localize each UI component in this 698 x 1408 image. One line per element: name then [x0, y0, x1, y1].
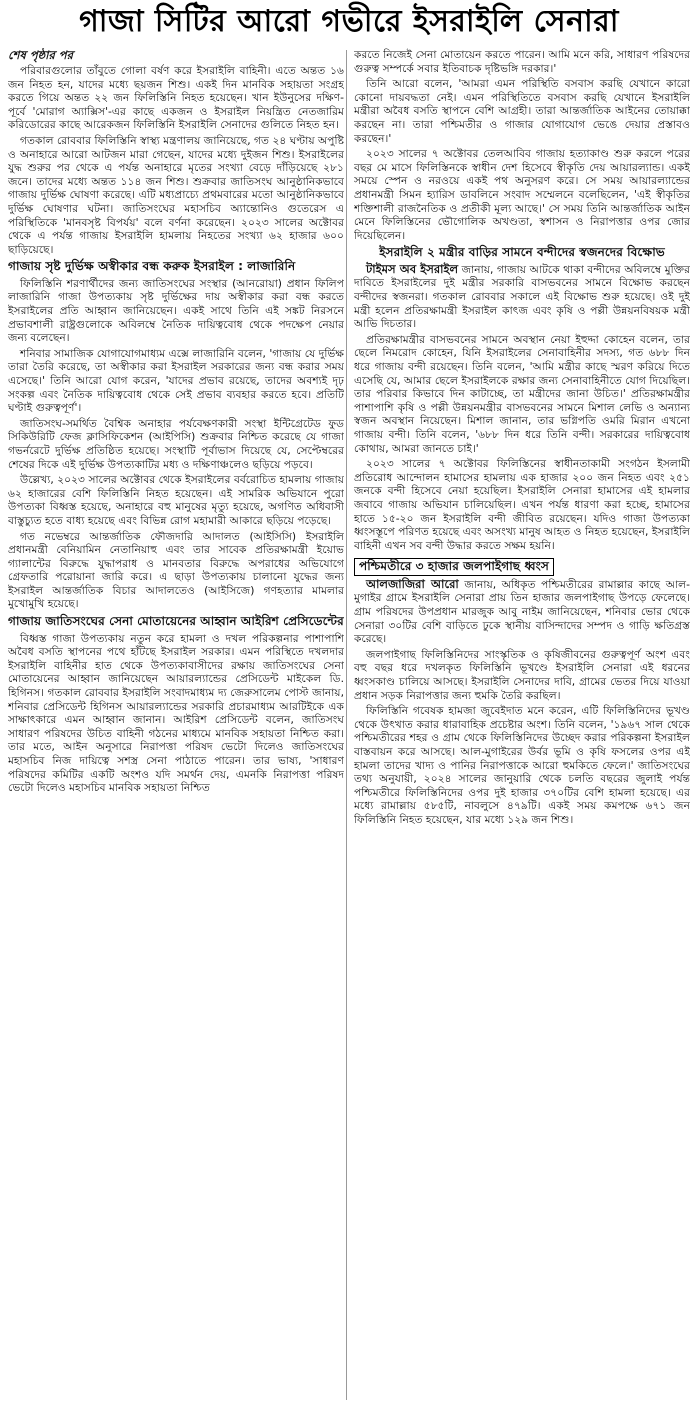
paragraph: জাতিসংঘ-সমর্থিত বৈশ্বিক অনাহার পর্যবেক্ষণকারী সংস্থা ইন্টিগ্রেটেড ফুড সিকিউরিটি ফেজ ক্লাসিফিকেশন (আইপিসি) শুক্রবার নিশ্চিত করেছে যে গাজা গভর্নরেটে দুর্ভিক্ষ প্রতিষ্ঠিত হয়েছে। সংস্থাটি পূর্বাভাস দিয়েছে যে, সেপ্টেম্বরের শেষের দিকে এই দুর্ভিক্ষ উপত্যকাটির মধ্য ও দক্ষিণাঞ্চলেও ছড়িয়ে পড়বে। — [8, 416, 344, 471]
paragraph: ২০২৩ সালের ৭ অক্টোবর ফিলিস্তিনের স্বাধীনতাকামী সংগঠন ইসলামী প্রতিরোধ আন্দোলন হামাসের হামলায় এক হাজার ২০০ জন নিহত এবং ২৫১ জনকে বন্দী হিসেবে নেয়া হয়েছিল। ইসরাইলি সেনারা হামাসের এই হামলার জবাবে গাজায় অভিযান চালিয়েছিল। এখন পর্যন্ত ধারণা করা হচ্ছে, হামাসের হাতে ১৫-২০ জন ইসরাইলি বন্দী জীবিত রয়েছেন। যদিও গাজা উপত্যকা ধ্বংসস্তূপে পরিণত হয়েছে এবং অসংখ্য মানুষ আহত ও নিহত হয়েছেন, ইসরাইলি বাহিনী এখন সব বন্দী উদ্ধার করতে সক্ষম হয়নি। — [354, 457, 690, 552]
continued-kicker: শেষ পৃষ্ঠার পর — [8, 48, 73, 62]
paragraph: ২০২৩ সালের ৭ অক্টোবর তেলআবিব গাজায় হত্যাকাণ্ড শুরু করলে পরের বছর মে মাসে ফিলিস্তিনকে স্বাধীন দেশ হিসেবে স্বীকৃতি দেয় আয়ারল্যান্ড। একই সময়ে স্পেন ও নরওয়ে একই পথ অনুসরণ করে। সে সময় আয়ারল্যান্ডের প্রধানমন্ত্রী সিমন হ্যারিস ডাবলিনে সংবাদ সম্মেলনে বলেছিলেন, 'এই স্বীকৃতির শক্তিশালী রাজনৈতিক ও প্রতীকী মূল্য আছে।' সে সময় তিনি আন্তর্জাতিক আইন মেনে ফিলিস্তিনের ভৌগোলিক অখণ্ডতা, স্বশাসন ও নিরাপত্তার ওপর জোর দিয়েছিলেন। — [354, 147, 690, 242]
paragraph — [354, 263, 690, 331]
paragraph: গতকাল রোববার ফিলিস্তিনি স্বাস্থ্য মন্ত্রণালয় জানিয়েছে, গত ২৪ ঘণ্টায় অপুষ্টি ও অনাহারে আরো আটজন মারা গেছেন, যাদের মধ্যে দুইজন শিশু। ইসরাইলের যুদ্ধ শুরুর পর থেকে এ পর্যন্ত অনাহারে মৃতের সংখ্যা বেড়ে দাঁড়িয়েছে ২৮১ জনে। তাদের মধ্যে অন্তত ১১৪ জন শিশু। শুক্রবার জাতিসংঘ আনুষ্ঠানিকভাবে গাজায় দুর্ভিক্ষ ঘোষণা করেছে। এটি মধ্যপ্রাচ্যে প্রথমবারের মতো আনুষ্ঠানিকভাবে দুর্ভিক্ষ ঘোষণার ঘটনা। জাতিসংঘের মহাসচিব অ্যান্তোনিও গুতেরেস এ পরিস্থিতিকে 'মানবসৃষ্ট বিপর্যয়' বলে বর্ণনা করেছেন। ২০২৩ সালের অক্টোবর থেকে এ পর্যন্ত গাজায় ইসরাইলি হামলায় নিহতের সংখ্যা ৬২ হাজার ৬০০ ছাড়িয়েছে। — [8, 133, 344, 256]
headline: গাজা সিটির আরো গভীরে ইসরাইলি সেনারা — [79, 3, 619, 39]
paragraph: বিধ্বস্ত গাজা উপত্যকায় নতুন করে হামলা ও দখল পরিকল্পনার পাশাপাশি অবৈধ বসতি স্থাপনের পথে হাঁটছে ইসরাইল সরকার। এমন পরিস্থিতে দখলদার ইসরাইলি বাহিনীর হাত থেকে উপত্যকাবাসীদের রক্ষায় জাতিসংঘের সেনা মোতায়েনের আহ্বান জানিয়েছেন আয়ারল্যান্ডের প্রেসিডেন্ট মাইকেল ডি. হিগিনস। গতকাল রোববার ইসরাইলি সংবাদমাধ্যম দ্য জেরুসালেম পোস্ট জানায়, শনিবার প্রেসিডেন্ট হিগিনস আয়ারল্যান্ডের সরকারি প্রচারমাধ্যম আরটিইকে এক সাক্ষাৎকারে এমন আহ্বান জানান। আইরিশ প্রেসিডেন্ট বলেন, জাতিসংঘ সাধারণ পরিষদের উচিত বাহিনী গঠনের মাধ্যমে মানবিক সহায়তা নিশ্চিত করা। তার মতে, আইন অনুসারে নিরাপত্তা পরিষদ ভেটো দিলেও জাতিসংঘের মহাসচিব নিজ দায়িত্বে সশস্ত্র সেনা পাঠাতে পারেন। তার ভাষ্য, 'সাধারণ পরিষদের কমিটির একটি অংশও যদি সমর্থন দেয়, এমনকি নিরাপত্তা পরিষদ ভেটো দিলেও মহাসচিব মানবিক সহায়তা নিশ্চিত — [8, 631, 344, 795]
source-lead: টাইমস অব ইসরাইল — [366, 261, 459, 276]
paragraph: প্রতিরক্ষামন্ত্রীর বাসভবনের সামনে অবস্থান নেয়া ইহুদ্দা কোহেন বলেন, তার ছেলে নিমরোদ কোহেন, যিনি ইসরাইলের সেনাবাহিনীর সদস্য, গত ৬৮৮ দিন ধরে গাজায় বন্দী রয়েছেন। তিনি বলেন, 'আমি মন্ত্রীর কাছে স্মরণ করিয়ে দিতে এসেছি যে, আমার ছেলে ইসরাইলকে রক্ষার জন্য সেনাবাহিনীতে যোগ দিয়েছিল। তার পরিবার কিভাবে দিন কাটাচ্ছে, তা মন্ত্রীদের জানা উচিত।' প্রতিরক্ষামন্ত্রীর পাশাপাশি কৃষি ও পল্লী উন্নয়নমন্ত্রীর বাসভবনের সামনে মিশাল লেভি ও অন্যান্য স্বজন অবস্থান নিয়েছেন। মিশাল জানান, তার ভগ্নিপতি ওমরি মিরান এখনো গাজায় বন্দী। তিনি বলেন, '৬৮৮ দিন ধরে তিনি বন্দী। সরকারের দায়িত্ববোধ কোথায়, আমরা জানতে চাই।' — [354, 332, 690, 455]
paragraph: গত নভেম্বরে আন্তর্জাতিক ফৌজদারি আদালত (আইসিসি) ইসরাইলি প্রধানমন্ত্রী বেনিয়ামিন নেতানিয়াহু এবং তার সাবেক প্রতিরক্ষামন্ত্রী ইয়োভ গ্যালান্টের বিরুদ্ধে যুদ্ধাপরাধ ও মানবতার বিরুদ্ধে অপরাধের অভিযোগে গ্রেফতারি পরোয়ানা জারি করে। এ ছাড়া উপত্যকায় চালানো যুদ্ধের জন্য ইসরাইল আন্তর্জাতিক বিচার আদালতেও (আইসিজে) গণহত্যার মামলার মুখোমুখি হয়েছে। — [8, 529, 344, 611]
boxed-subheading-olive-trees: পশ্চিমতীরে ৩ হাজার জলপাইগাছ ধ্বংস — [354, 558, 554, 576]
paragraph: করতে নিজেই সেনা মোতায়েন করতে পারেন। আমি মনে করি, সাধারণ পরিষদের গুরুত্ব সম্পর্কে সবার ইতিবাচক দৃষ্টিভঙ্গি দরকার।' — [354, 48, 690, 75]
subheading-hostage-families: ইসরাইলি ২ মন্ত্রীর বাড়ির সামনে বন্দীদের স্বজনদের বিক্ষোভ — [379, 245, 665, 260]
left-column — [8, 48, 344, 1402]
paragraph-text: জানায়, গাজায় আটকে থাকা বন্দীদের অবিলম্বে মুক্তির দাবিতে ইসরাইলের দুই মন্ত্রীর সরকারি বাসভবনের সামনে বিক্ষোভ করছেন বন্দীদের স্বজনরা। গতকাল রোববার সকালে এই বিক্ষোভ শুরু হয়েছে। ওই দুই মন্ত্রী হলেন প্রতিরক্ষামন্ত্রী ইসরাইল কাৎজ এবং কৃষি ও পল্লী উন্নয়নবিষয়ক মন্ত্রী আভি দিচতার। — [354, 262, 690, 331]
paragraph: ফিলিস্তিনি শরণার্থীদের জন্য জাতিসংঘের সংস্থার (আনরোয়া) প্রধান ফিলিপ লাজারিনি গাজা উপত্যকায় সৃষ্ট দুর্ভিক্ষের দায় অস্বীকার করা বন্ধ করতে ইসরাইলের প্রতি আহ্বান জানিয়েছেন। একই সাথে তিনি এই সঙ্কট নিরসনে প্রভাবশালী রাষ্ট্রগুলোকে অবিলম্বে নৈতিক দায়িত্ববোধ থেকে পদক্ষেপ নেয়ার জন্য বলেছেন। — [8, 276, 344, 345]
paragraph-text: জানায়, অধিকৃত পশ্চিমতীরের রামাল্লার কাছে আল-মুগাইর গ্রামে ইসরাইলি সেনারা প্রায় তিন হাজার জলপাইগাছ উপড়ে ফেলেছে। গ্রাম পরিষদের উপপ্রধান মারজুক আবু নাইম জানিয়েছেন, শনিবার ভোর থেকে সেনারা ৩০টির বেশি বাড়িতে ঢুকে স্থানীয় বাসিন্দাদের সম্পদ ও গাড়ি ক্ষতিগ্রস্ত করেছে। — [354, 577, 690, 646]
column-divider — [346, 50, 347, 1400]
paragraph: ফিলিস্তিনি গবেষক হামজা জুবেইদাত মনে করেন, এটি ফিলিস্তিনিদের ভূখণ্ড থেকে উৎখাত করার ধারাবাহিক প্রচেষ্টার অংশ। তিনি বলেন, '১৯৬৭ সাল থেকে পশ্চিমতীরের শহর ও গ্রাম থেকে ফিলিস্তিনিদের উচ্ছেদ করার পরিকল্পনা ইসরাইল বাস্তবায়ন করে আসছে। আল-মুগাইরের উর্বর ভূমি ও কৃষি ফসলের ওপর এই হামলা তাদের খাদ্য ও পানির নিরাপত্তাকে আরো হুমকিতে ফেলে।' জাতিসংঘের তথ্য অনুযায়ী, ২০২৪ সালের জানুয়ারি থেকে চলতি বছরের জুলাই পর্যন্ত পশ্চিমতীরে ফিলিস্তিনিদের ওপর দুই হাজার ৩৭০টির বেশি হামলা হয়েছে। এর মধ্যে রামাল্লায় ৫৮৫টি, নাবলুসে ৪৭৯টি। একই সময় কমপক্ষে ৬৭১ জন ফিলিস্তিনি নিহত হয়েছেন, যার মধ্যে ১২৯ জন শিশু। — [354, 704, 690, 826]
paragraph: তিনি আরো বলেন, 'আমরা এমন পরিস্থিতি বসবাস করছি যেখানে কারো কোনো দায়বদ্ধতা নেই। এমন পরিস্থিতিতে বসবাস করছি যেখানে ইসরাইলি মন্ত্রীরা অবৈধ বসতি স্থাপনে বেশি আগ্রহী। তারা আন্তর্জাতিক আইনের তোয়াক্কা করছেন না। তারা পশ্চিমতীর ও গাজার যোগাযোগ ভেঙে দেয়ার প্রস্তাবও করছেন।' — [354, 77, 690, 145]
paragraph: শনিবার সামাজিক যোগাযোগমাধ্যম এক্সে লাজারিনি বলেন, 'গাজায় যে দুর্ভিক্ষ তারা তৈরি করেছে, তা অস্বীকার করা ইসরাইল সরকারের জন্য বন্ধ করার সময় এসেছে।' তিনি আরো যোগ করেন, 'যাদের প্রভাব রয়েছে, তাদের অবশ্যই দৃঢ় সংকল্প এবং নৈতিক দায়িত্ববোধ থেকে সেই প্রভাব ব্যবহার করতে হবে। প্রতিটি ঘণ্টাই গুরুত্বপূর্ণ'। — [8, 346, 344, 415]
paragraph: পরিবারগুলোর তাঁবুতে গোলা বর্ষণ করে ইসরাইলি বাহিনী। এতে অন্তত ১৬ জন নিহত হন, যাদের মধ্যে ছয়জন শিশু। একই দিন মানবিক সহায়তা সংগ্রহ করতে গিয়ে অন্তত ২২ জন ফিলিস্তিনি নিহত হয়েছেন। খান ইউনুসের দক্ষিণ-পূর্বে 'মোরাগ অ্যাক্সিস'-এর কাছে একজন ও ইসরাইল নিয়ন্ত্রিত নেতজারিম করিডোরের কাছে আরেকজন ফিলিস্তিনি ইসরাইলি সেনাদের গুলিতে নিহত হন। — [8, 64, 344, 132]
paragraph: উল্লেখ্য, ২০২৩ সালের অক্টোবর থেকে ইসরাইলের বর্বরোচিত হামলায় গাজায় ৬২ হাজারের বেশি ফিলিস্তিনি নিহত হয়েছেন। এই সামরিক অভিযানে পুরো উপত্যকা বিধ্বস্ত হয়েছে, অনাহারে বহু মানুষের মৃত্যু হয়েছে, অগণিত অধিবাসী বাস্তুচ্যুত হতে বাধ্য হয়েছে এবং বিভিন্ন রোগ মহামারী আকারে ছড়িয়ে পড়েছে। — [8, 473, 344, 527]
subheading-irish-president: গাজায় জাতিসংঘের সেনা মোতায়েনের আহ্বান আইরিশ প্রেসিডেন্টের — [8, 614, 344, 629]
paragraph — [354, 578, 690, 646]
subheading-lazzarini: গাজায় সৃষ্ট দুর্ভিক্ষ অস্বীকার বন্ধ করুক ইসরাইল : লাজারিনি — [8, 259, 296, 274]
right-column — [354, 48, 690, 1402]
source-lead: আলজাজিরা আরো — [366, 576, 459, 591]
paragraph: জলপাইগাছ ফিলিস্তিনিদের সাংস্কৃতিক ও কৃষিজীবনের গুরুত্বপূর্ণ অংশ এবং বহু বছর ধরে দখলকৃত ফিলিস্তিনি ভূখণ্ডে ইসরাইলি সেনারা এই ধরনের ধ্বংসকাণ্ড চালিয়ে আসছে। ইসরাইলি সেনাদের দাবি, গ্রামের ভেতর দিয়ে যাওয়া প্রধান সড়ক নিরাপত্তার জন্য হুমকি তৈরি করছিল। — [354, 647, 690, 702]
